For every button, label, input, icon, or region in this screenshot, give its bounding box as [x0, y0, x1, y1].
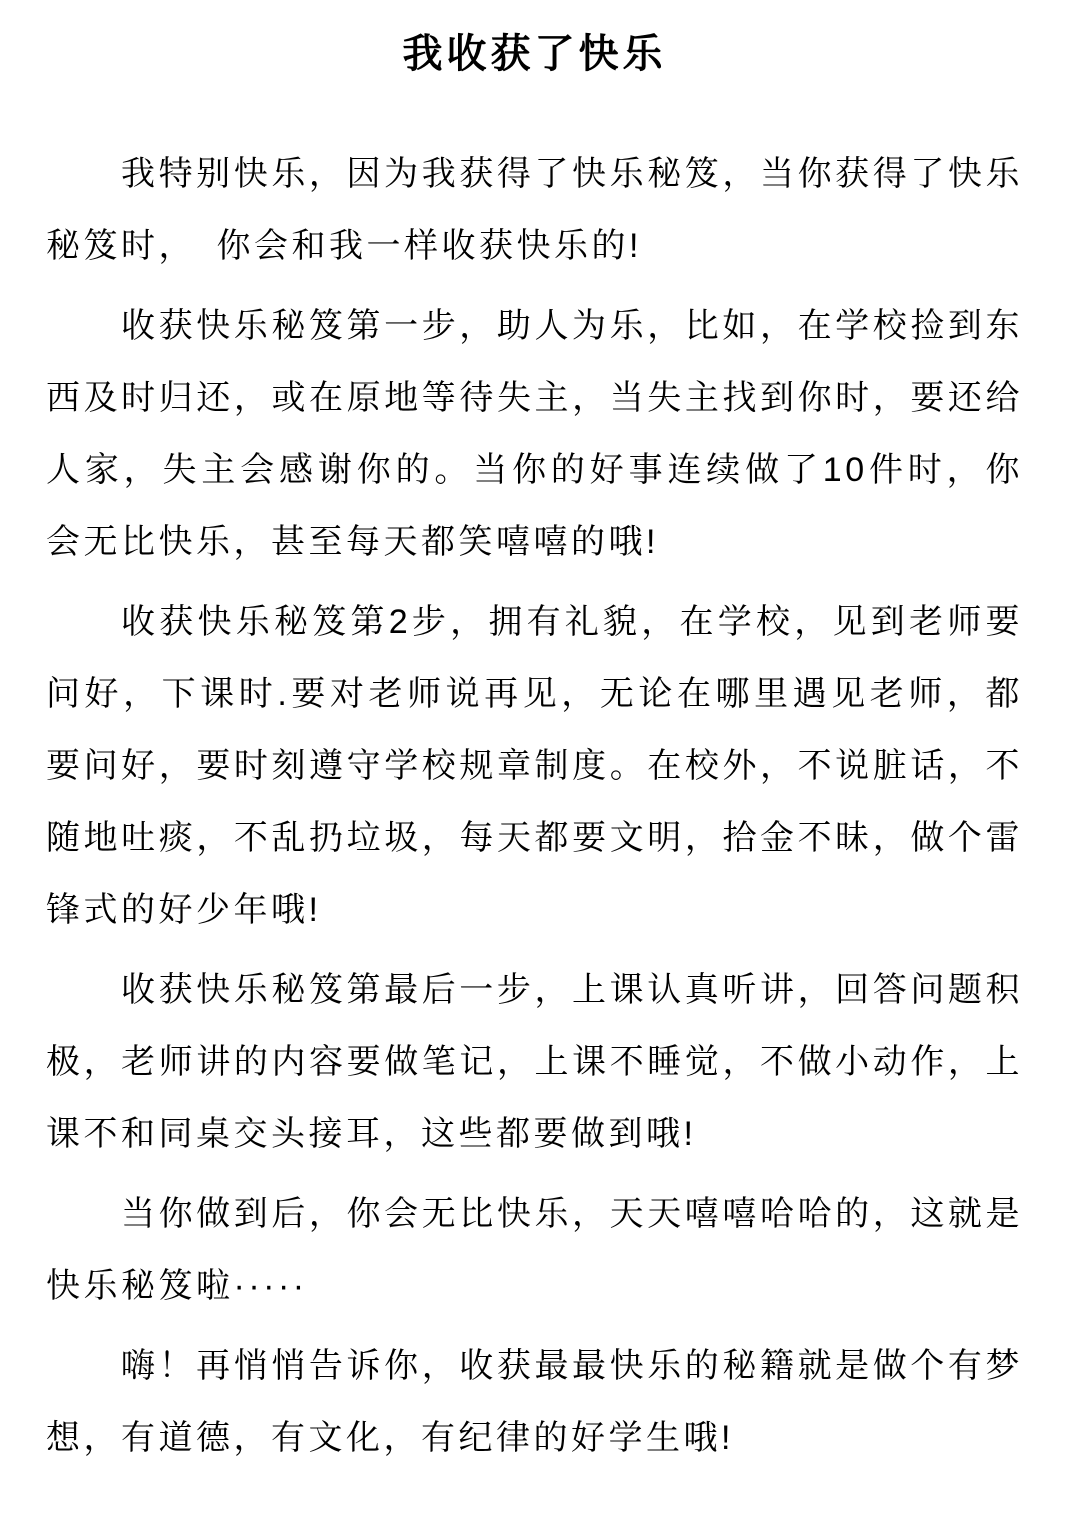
paragraph-final-tip: 嗨！再悄悄告诉你，收获最最快乐的秘籍就是做个有梦想，有道德，有文化，有纪律的好学生哦!	[46, 1347, 1023, 1457]
document-title: 我收获了快乐	[402, 32, 667, 76]
paragraph-intro: 我特别快乐，因为我获得了快乐秘笈，当你获得了快乐秘笈时， 你会和我一样收获快乐的!	[46, 155, 1023, 265]
paragraph-step-last: 收获快乐秘笈第最后一步，上课认真听讲，回答问题积极，老师讲的内容要做笔记，上课不睡觉，不做小动作，上课不和同桌交头接耳，这些都要做到哦!	[46, 971, 1023, 1153]
paragraph-step-1: 收获快乐秘笈第一步，助人为乐，比如，在学校捡到东西及时归还，或在原地等待失主，当失主找到你时，要还给人家，失主会感谢你的。当你的好事连续做了10件时，你会无比快乐，甚至每天都笑嘻嘻的哦!	[46, 307, 1023, 561]
paragraph-conclusion: 当你做到后，你会无比快乐，天天嘻嘻哈哈的，这就是快乐秘笈啦·····	[46, 1195, 1023, 1305]
paragraph-step-2: 收获快乐秘笈第2步，拥有礼貌，在学校，见到老师要问好，下课时.要对老师说再见，无论在哪里遇见老师，都要问好，要时刻遵守学校规章制度。在校外，不说脏话，不随地吐痰，不乱扔垃圾，每天都要文明，拾金不昧，做个雷锋式的好少年哦!	[46, 603, 1023, 929]
